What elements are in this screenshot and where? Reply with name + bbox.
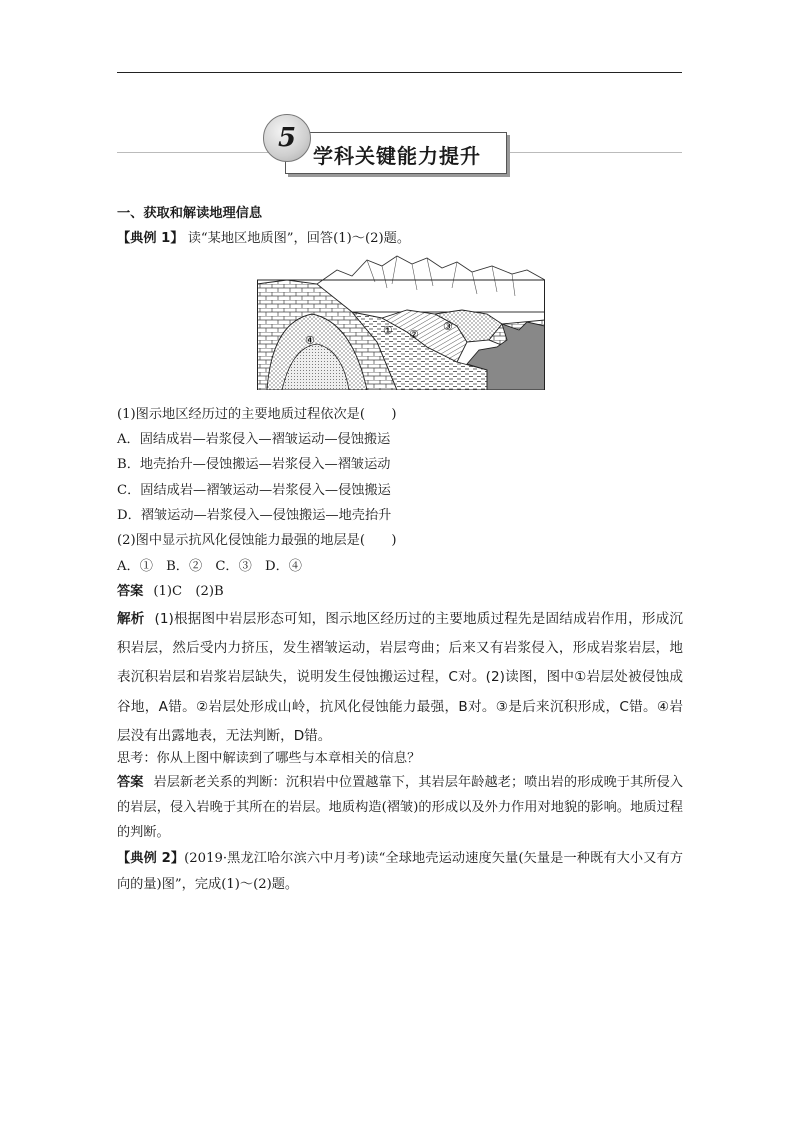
analysis-text: (1)根据图中岩层形态可知，图示地区经历过的主要地质过程先是固结成岩作用，形成沉积岩层，然后受内力挤压，发生褶皱运动，岩层弯曲；后来又有岩浆侵入，形成岩浆岩层，地表沉积岩层和岩浆岩层缺失，说明发生侵蚀搬运过程，C对。(2)读图，图中①岩层处被侵蚀成谷地，A错。②岩层处形成山岭，抗风化侵蚀能力最强，B对。③是后来沉积形成，C错。④岩层没有出露地表，无法判断，D错。 [117, 611, 683, 744]
example1-tag: 【典例 1】 [117, 231, 184, 246]
question-2: (2)图中显示抗风化侵蚀能力最强的地层是( ) [117, 533, 397, 548]
q1-option-b: B．地壳抬升—侵蚀搬运—岩浆侵入—褶皱运动 [117, 457, 391, 472]
think-answer [117, 771, 683, 845]
banner-number: 5 [263, 114, 311, 162]
geologic-map-figure [257, 252, 545, 390]
mountain-ridge [317, 256, 545, 312]
banner-title: 学科关键能力提升 [313, 144, 481, 168]
example1-prompt [117, 226, 687, 252]
q1-option-c: C．固结成岩—褶皱运动—岩浆侵入—侵蚀搬运 [117, 483, 391, 498]
answer-line [117, 579, 224, 604]
label-3: ③ [443, 320, 453, 333]
example1-prompt-text: 读“某地区地质图”，回答(1)～(2)题。 [187, 231, 411, 246]
example2-paragraph [117, 846, 683, 897]
example2-tag: 【典例 2】 [117, 851, 185, 866]
answer-value: (1)C (2)B [153, 584, 224, 599]
label-2: ② [409, 328, 419, 341]
answer-label: 答案 [117, 584, 144, 599]
section-title: 一、获取和解读地理信息 [117, 206, 263, 221]
q1-option-a: A．固结成岩—岩浆侵入—褶皱运动—侵蚀搬运 [117, 432, 391, 447]
label-4: ④ [305, 334, 315, 347]
q1-option-d: D．褶皱运动—岩浆侵入—侵蚀搬运—地壳抬升 [117, 508, 392, 523]
section-banner [117, 112, 682, 182]
example2-text: (2019·黑龙江哈尔滨六中月考)读“全球地壳运动速度矢量(矢量是一种既有大小又有方向的量)图”，完成(1)～(2)题。 [117, 851, 683, 892]
label-1: ① [383, 324, 393, 337]
question-1: (1)图示地区经历过的主要地质过程依次是( ) [117, 407, 397, 422]
analysis-label: 解析 [117, 611, 145, 627]
header-rule [117, 72, 682, 73]
think-answer-label: 答案 [117, 775, 144, 790]
think-answer-text: 岩层新老关系的判断：沉积岩中位置越靠下，其岩层年龄越老；喷出岩的形成晚于其所侵入的岩层，侵入岩晚于其所在的岩层。地质构造(褶皱)的形成以及外力作用对地貌的影响。地质过程的判断。 [117, 775, 684, 840]
q2-options: A．① B．② C．③ D．④ [117, 559, 302, 574]
analysis-paragraph [117, 605, 683, 751]
think-question: 思考：你从上图中解读到了哪些与本章相关的信息？ [117, 751, 421, 766]
